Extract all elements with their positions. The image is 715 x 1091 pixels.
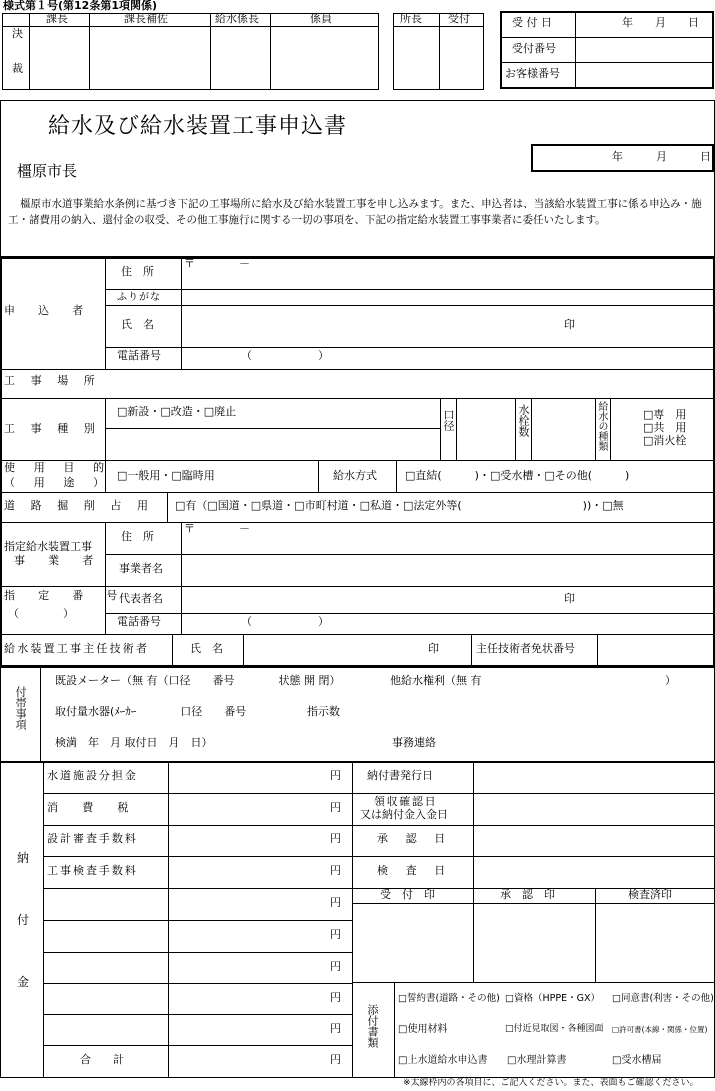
payment-item-label: 工事検査手数料 [47,864,138,877]
class-option[interactable]: □共 用 [643,421,687,434]
payment-label-3: 金 [17,975,30,989]
approval-header: 課長 [46,12,68,25]
installed-meter: 取付量水器(ﾒｰｶｰ 口径 番号 [55,705,247,718]
attachment-option[interactable]: □許可書(本線・関係・位置) [612,1025,708,1034]
office-contact-label: 事務連絡 [392,736,436,749]
approval-header: 給水係長 [215,12,259,25]
inspection-date-field[interactable] [478,860,710,886]
mayor-address: 橿原市長 [17,162,78,180]
notes-label: 付帯事項 [14,686,28,730]
site-label: 工 事 場 所 [4,374,101,387]
stamp-header: 承 認 印 [500,888,555,901]
applicant-phone-field[interactable]: （ ） [241,349,329,362]
reception-number-label: 受付番号 [512,42,556,55]
attachment-option[interactable]: □誓約書(道路・その他) [398,993,500,1004]
payment-label-1: 納 [17,851,30,865]
reception-date-label: 受 付 日 [512,16,552,29]
yen-unit: 円 [330,991,341,1004]
yen-unit: 円 [330,896,341,909]
yen-unit: 円 [330,769,341,782]
contractor-seal: 印 [564,592,575,605]
applicant-name-field[interactable] [186,308,546,344]
payment-received-label: 又は納付金入金日 [360,808,448,821]
usage-label-sub: （ 用 途 ） [4,476,108,489]
representative-field[interactable] [186,589,546,611]
approval-label-1: 決 [12,27,23,40]
receipt-confirm-label: 領収確認日 [374,795,438,808]
payment-item-label: 設計審査手数料 [47,832,138,845]
approval-header: 課長補佐 [124,12,168,25]
approval-header: 受付 [448,12,470,25]
yen-unit: 円 [330,928,341,941]
contractor-number-label: 指 定 番 号 [4,589,124,602]
payment-item-label: 水道施設分担金 [47,769,138,782]
receipt-date-field[interactable] [478,797,710,823]
engineer-name-label: 氏 名 [190,642,223,655]
applicant-name-label: 氏 名 [121,318,154,331]
applicant-address-label: 住 所 [121,265,154,278]
yen-unit: 円 [330,960,341,973]
class-option[interactable]: □消火栓 [643,434,687,447]
usage-options[interactable]: □一般用・□臨時用 [117,469,215,482]
other-water-rights: 他給水権利（無 有 [390,674,482,687]
contractor-phone-field[interactable]: （ ） [241,615,329,628]
supply-method-label: 給水方式 [333,469,377,482]
work-type-options[interactable]: □新設・□改造・□廃止 [117,405,237,418]
road-label: 道 路 掘 削 占 用 [4,499,155,512]
footer-note: ※太線枠内の各項目に、ご記入ください。また、表面もご確認ください。 [403,1078,699,1088]
contractor-phone-label: 電話番号 [117,615,161,628]
form-number: 様式第１号(第12条第1項関係) [3,0,158,12]
page-title: 給水及び給水装置工事申込書 [48,114,348,139]
caliber-label: 口径 [442,409,455,431]
application-date: 年 月 日 [612,150,711,163]
work-type-label: 工 事 種 別 [4,422,101,435]
bill-issue-date-label: 納付書発行日 [367,769,433,782]
attachment-option[interactable]: □水理計算書 [507,1055,567,1066]
approval-label-2: 裁 [12,62,23,75]
engineer-license-field[interactable] [601,637,711,664]
attachment-option[interactable]: □付近見取図・各種図面 [505,1024,604,1034]
engineer-label: 給水装置工事主任技術者 [4,642,150,655]
faucet-count-label: 水栓数 [517,404,530,437]
applicant-seal: 印 [564,318,575,331]
contractor-address-label: 住 所 [121,530,154,543]
payment-label-2: 付 [17,913,30,927]
business-name-field[interactable] [186,557,711,583]
attachment-option[interactable]: □使用材料 [398,1024,448,1035]
meter-expiry: 検満 年 月 取付日 月 日） [55,736,213,749]
yen-unit: 円 [330,864,341,877]
meter-reading-label: 指示数 [307,705,340,718]
site-field[interactable] [110,372,710,396]
payment-item-label: 消 費 税 [47,801,135,814]
engineer-license-label: 主任技術者免状番号 [476,642,575,655]
reception-date-value: 年 月 日 [622,16,699,29]
engineer-seal: 印 [428,642,439,655]
contractor-number-field[interactable]: （ ） [8,607,74,620]
bill-issue-date-field[interactable] [478,765,710,791]
attachment-option[interactable]: □同意書(利害・その他) [612,993,714,1004]
yen-unit: 円 [330,801,341,814]
approval-header: 係員 [310,12,332,25]
applicant-furigana-field[interactable] [186,291,711,304]
applicant-label: 申 込 者 [4,304,90,317]
contractor-label: 指定給水装置工事 [4,540,92,553]
road-options[interactable]: □有（□国道・□県道・□市町村道・□私道・□法定外等( ))・□無 [175,499,624,512]
water-class-label: 給水の種類 [596,401,607,451]
contractor-address-field[interactable] [186,538,711,552]
approval-header: 所長 [400,12,422,25]
engineer-name-field[interactable] [248,637,418,664]
business-name-label: 事業者名 [119,562,163,575]
yen-unit: 円 [330,1053,341,1066]
inspection-date-label: 検 査 日 [377,864,449,877]
payment-total-label: 合 計 [80,1053,124,1066]
stamp-header: 受 付 印 [380,888,435,901]
representative-label: 代表者名 [119,592,163,605]
usage-label: 使 用 目 的 [4,461,108,474]
customer-number-label: お客様番号 [505,67,560,80]
class-option[interactable]: □専 用 [643,408,687,421]
attachments-label: 添付書類 [366,1004,379,1048]
attachment-option[interactable]: □受水槽届 [612,1055,662,1066]
other-water-rights-close: ） [665,674,676,687]
yen-unit: 円 [330,832,341,845]
applicant-postal: 〒 － [184,257,250,270]
yen-unit: 円 [330,1022,341,1035]
contractor-postal: 〒 － [184,522,250,535]
existing-meter: 既設メーター（無 有（口径 番号 状態 開 閉） [55,674,341,687]
applicant-furigana-label: ふりがな [117,292,161,303]
supply-method-options[interactable]: □直結( )・□受水槽・□その他( ) [405,469,630,482]
contractor-label-sub: 事 業 者 [14,554,100,567]
approval-date-field[interactable] [478,828,710,854]
approval-date-label: 承 認 日 [377,832,449,845]
applicant-phone-label: 電話番号 [117,349,161,362]
attachment-option[interactable]: □上水道給水申込書 [398,1055,488,1066]
intro-paragraph: 橿原市水道事業給水条例に基づき下記の工事場所に給水及び給水装置工事を申し込みます。また、申込者は、当該給水装置工事に係る申込み・施工・諸費用の納入、還付金の収受、その他工事施行に関する一切の事項を、下記の指定給水装置工事事業者に委任いたします。 [8,198,702,226]
applicant-address-field[interactable] [186,274,711,288]
stamp-header: 検査済印 [628,888,672,901]
attachment-option[interactable]: □資格（HPPE・GX） [505,993,600,1004]
